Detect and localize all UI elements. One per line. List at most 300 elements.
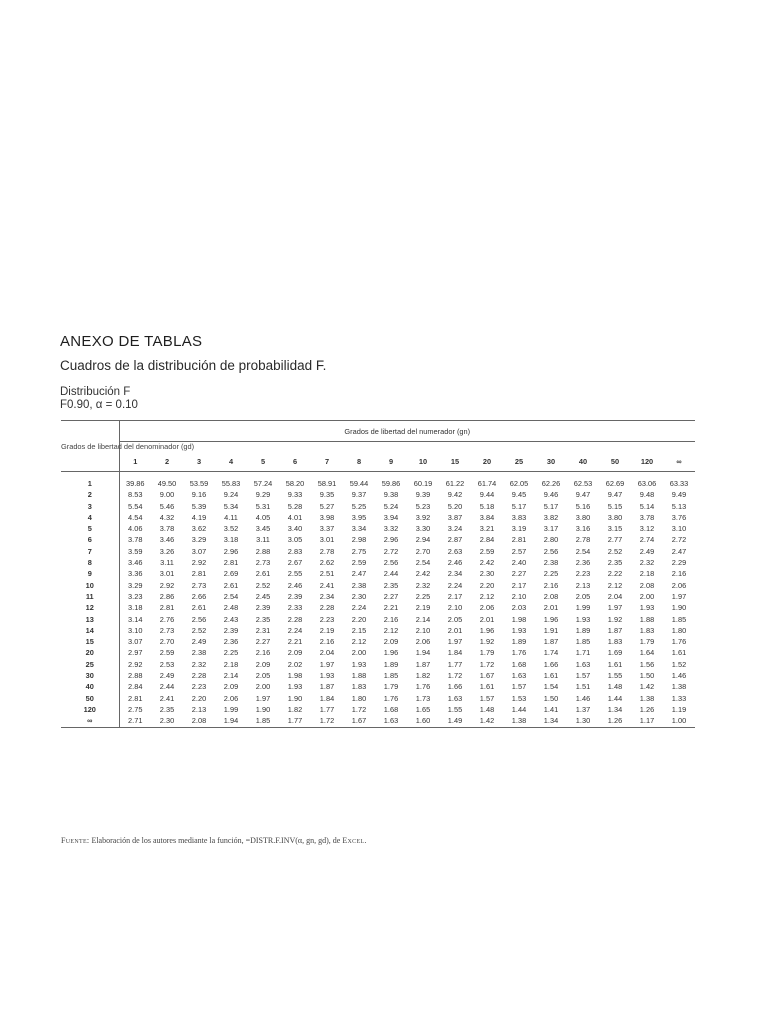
table-cell: 2.30 bbox=[351, 591, 367, 601]
table-cell: 1.46 bbox=[671, 671, 687, 681]
table-cell: 2.10 bbox=[511, 591, 527, 601]
table-cell: 2.23 bbox=[575, 569, 591, 579]
table-cell: 1.97 bbox=[319, 659, 335, 669]
table-cell: 1.80 bbox=[671, 625, 687, 635]
table-cell: 2.92 bbox=[128, 659, 143, 669]
table-cell: 2.21 bbox=[383, 603, 399, 613]
table-cell: 9.42 bbox=[447, 490, 463, 500]
table-cell: 3.07 bbox=[191, 546, 207, 556]
table-cell: 2.20 bbox=[191, 693, 207, 703]
table-cell: 3.76 bbox=[671, 512, 687, 522]
denominator-df-cell: 15 bbox=[61, 636, 119, 647]
table-cell: 61.74 bbox=[477, 479, 497, 488]
table-cell: 2.28 bbox=[287, 614, 303, 624]
table-cell: 4.11 bbox=[224, 512, 238, 522]
distribution-caption bbox=[60, 386, 138, 412]
table-cell: 2.51 bbox=[319, 569, 335, 579]
table-cell: 1.97 bbox=[447, 637, 463, 647]
table-cell: 1.61 bbox=[543, 671, 559, 681]
table-cell: 2.56 bbox=[543, 546, 559, 556]
table-cell: 9.47 bbox=[575, 490, 591, 500]
table-cell: 1.72 bbox=[479, 659, 495, 669]
table-cell: 2.52 bbox=[191, 625, 207, 635]
table-cell: 2.98 bbox=[351, 535, 367, 545]
table-cell: 2.09 bbox=[223, 682, 239, 692]
table-cell: 2.00 bbox=[255, 682, 271, 692]
denominator-df-cell: 30 bbox=[61, 670, 119, 681]
table-cell: 9.16 bbox=[191, 490, 207, 500]
column-header: 9 bbox=[375, 442, 407, 472]
table-cell: 5.28 bbox=[287, 501, 303, 511]
source-text: Elaboración de los autores mediante la función, =DISTR.F.INV(α, gn, gd), de bbox=[91, 836, 341, 845]
table-cell: 2.94 bbox=[415, 535, 431, 545]
table-cell: 9.46 bbox=[543, 490, 559, 500]
table-row bbox=[61, 647, 695, 658]
table-cell: 2.47 bbox=[671, 546, 687, 556]
source-note bbox=[61, 836, 367, 845]
table-row bbox=[61, 591, 695, 602]
table-cell: 3.10 bbox=[671, 524, 687, 534]
table-cell: 1.77 bbox=[319, 704, 335, 714]
table-cell: 1.38 bbox=[671, 682, 687, 692]
denominator-df-cell: 120 bbox=[61, 704, 119, 715]
table-cell: 1.63 bbox=[447, 693, 463, 703]
table-cell: 3.82 bbox=[543, 512, 559, 522]
table-cell: 2.81 bbox=[191, 569, 207, 579]
table-cell: 2.92 bbox=[191, 558, 207, 568]
table-row bbox=[61, 489, 695, 500]
table-cell: 2.55 bbox=[287, 569, 303, 579]
distribution-name: Distribución F bbox=[60, 386, 131, 398]
table-cell: 2.21 bbox=[287, 637, 303, 647]
table-cell: 5.13 bbox=[671, 501, 687, 511]
table-cell: 1.89 bbox=[511, 637, 527, 647]
denominator-df-cell: 14 bbox=[61, 625, 119, 636]
column-header: 2 bbox=[151, 442, 183, 472]
table-cell: 8.53 bbox=[128, 490, 143, 500]
table-cell: 2.54 bbox=[223, 591, 239, 601]
table-cell: 1.33 bbox=[671, 693, 687, 703]
table-cell: 2.44 bbox=[383, 569, 399, 579]
table-cell: 2.52 bbox=[255, 580, 271, 590]
table-cell: 1.60 bbox=[407, 715, 439, 727]
table-cell: 3.87 bbox=[447, 512, 463, 522]
table-cell: 2.16 bbox=[671, 569, 687, 579]
table-cell: 1.38 bbox=[639, 693, 655, 703]
table-cell: 4.05 bbox=[255, 512, 271, 522]
table-cell: 59.44 bbox=[349, 479, 369, 488]
table-cell: 63.06 bbox=[637, 479, 657, 488]
table-cell: 9.38 bbox=[383, 490, 399, 500]
table-cell: 2.88 bbox=[128, 671, 143, 681]
table-cell: 1.38 bbox=[503, 715, 535, 727]
table-cell: 2.27 bbox=[255, 637, 271, 647]
table-cell: 2.39 bbox=[255, 603, 271, 613]
table-cell: 1.71 bbox=[575, 648, 591, 658]
table-cell: 1.93 bbox=[575, 614, 591, 624]
denominator-df-cell: 40 bbox=[61, 681, 119, 692]
table-cell: 53.59 bbox=[189, 479, 209, 488]
table-cell: 1.63 bbox=[575, 659, 591, 669]
table-cell: 1.61 bbox=[607, 659, 623, 669]
table-cell: 3.18 bbox=[128, 603, 143, 613]
denominator-df-cell: 4 bbox=[61, 512, 119, 523]
table-cell: 55.83 bbox=[221, 479, 241, 488]
denominator-df-cell: 6 bbox=[61, 534, 119, 545]
table-cell: 9.48 bbox=[639, 490, 655, 500]
table-cell: 1.66 bbox=[447, 682, 463, 692]
table-cell: 9.33 bbox=[287, 490, 303, 500]
table-row bbox=[61, 580, 695, 591]
table-cell: 2.00 bbox=[639, 591, 655, 601]
table-cell: 2.59 bbox=[159, 648, 175, 658]
table-cell: 2.38 bbox=[351, 580, 367, 590]
table-cell: 5.54 bbox=[128, 501, 143, 511]
table-cell: 1.64 bbox=[639, 648, 655, 658]
table-cell: 2.02 bbox=[287, 659, 303, 669]
table-cell: 2.46 bbox=[287, 580, 303, 590]
table-cell: 3.16 bbox=[575, 524, 591, 534]
table-cell: 2.73 bbox=[159, 625, 175, 635]
column-header: 120 bbox=[631, 442, 663, 472]
table-cell: 5.39 bbox=[191, 501, 207, 511]
table-cell: 1.76 bbox=[671, 637, 687, 647]
source-label: Fuente: bbox=[61, 836, 90, 845]
table-cell: 2.76 bbox=[159, 614, 175, 624]
denominator-df-cell: 3 bbox=[61, 501, 119, 512]
annex-heading: ANEXO DE TABLAS bbox=[60, 333, 203, 350]
table-cell: 57.24 bbox=[253, 479, 273, 488]
table-cell: 2.16 bbox=[255, 648, 271, 658]
table-cell: 2.08 bbox=[543, 591, 559, 601]
table-cell: 2.81 bbox=[223, 558, 239, 568]
table-cell: 3.24 bbox=[447, 524, 463, 534]
table-cell: 2.78 bbox=[319, 546, 335, 556]
table-cell: 2.39 bbox=[223, 625, 239, 635]
table-cell: 2.09 bbox=[383, 637, 399, 647]
table-cell: 5.25 bbox=[351, 501, 367, 511]
table-cell: 1.68 bbox=[383, 704, 399, 714]
table-cell: 3.46 bbox=[128, 558, 143, 568]
table-cell: 5.24 bbox=[383, 501, 399, 511]
table-cell: 3.45 bbox=[255, 524, 271, 534]
table-cell: 2.30 bbox=[479, 569, 495, 579]
table-cell: 2.74 bbox=[639, 535, 655, 545]
table-cell: 2.08 bbox=[639, 580, 655, 590]
table-cell: 5.17 bbox=[511, 501, 527, 511]
denominator-header: Grados de libertad del denominador (gd) bbox=[61, 421, 119, 472]
column-header: 10 bbox=[407, 442, 439, 472]
table-cell: 3.14 bbox=[128, 614, 143, 624]
table-cell: 60.19 bbox=[413, 479, 433, 488]
column-header: 50 bbox=[599, 442, 631, 472]
table-cell: 2.24 bbox=[447, 580, 463, 590]
table-cell: 1.73 bbox=[415, 693, 431, 703]
table-cell: 2.19 bbox=[319, 625, 335, 635]
table-cell: 1.90 bbox=[287, 693, 303, 703]
table-cell: 1.37 bbox=[575, 704, 591, 714]
table-cell: 2.73 bbox=[255, 558, 271, 568]
table-cell: 9.35 bbox=[319, 490, 335, 500]
table-cell: 1.99 bbox=[223, 704, 239, 714]
table-cell: 2.53 bbox=[159, 659, 175, 669]
table-cell: 1.79 bbox=[639, 637, 655, 647]
table-cell: 1.57 bbox=[479, 693, 495, 703]
table-cell: 1.97 bbox=[255, 693, 271, 703]
table-cell: 2.61 bbox=[223, 580, 239, 590]
table-cell: 3.84 bbox=[479, 512, 495, 522]
table-cell: 1.30 bbox=[567, 715, 599, 727]
table-cell: 2.47 bbox=[351, 569, 367, 579]
table-row bbox=[61, 501, 695, 512]
table-cell: 2.20 bbox=[479, 580, 495, 590]
table-cell: 5.46 bbox=[159, 501, 175, 511]
table-cell: 62.69 bbox=[605, 479, 625, 488]
table-cell: 2.17 bbox=[511, 580, 527, 590]
table-cell: 2.69 bbox=[223, 569, 239, 579]
table-cell: 2.35 bbox=[255, 614, 271, 624]
table-cell: 2.10 bbox=[415, 625, 431, 635]
column-header: 3 bbox=[183, 442, 215, 472]
table-cell: 2.44 bbox=[159, 682, 175, 692]
column-header: 1 bbox=[119, 442, 151, 472]
table-cell: 2.25 bbox=[223, 648, 239, 658]
table-cell: 1.48 bbox=[607, 682, 623, 692]
table-cell: 1.89 bbox=[575, 625, 591, 635]
table-cell: 3.11 bbox=[160, 558, 174, 568]
table-cell: 9.44 bbox=[479, 490, 495, 500]
table-cell: 1.96 bbox=[479, 625, 495, 635]
table-cell: 2.80 bbox=[543, 535, 559, 545]
table-cell: 39.86 bbox=[126, 479, 145, 488]
table-cell: 1.83 bbox=[607, 637, 623, 647]
table-cell: 1.34 bbox=[535, 715, 567, 727]
denominator-df-cell: 11 bbox=[61, 591, 119, 602]
table-cell: 2.38 bbox=[191, 648, 207, 658]
column-header: 7 bbox=[311, 442, 343, 472]
table-cell: 2.77 bbox=[607, 535, 623, 545]
table-cell: 3.36 bbox=[128, 569, 143, 579]
table-cell: 1.42 bbox=[639, 682, 655, 692]
table-cell: 2.38 bbox=[543, 558, 559, 568]
table-cell: 4.54 bbox=[128, 512, 143, 522]
table-cell: 4.19 bbox=[191, 512, 207, 522]
table-body bbox=[61, 472, 695, 728]
table-cell: 3.26 bbox=[159, 546, 175, 556]
table-cell: 2.12 bbox=[607, 580, 623, 590]
table-cell: 2.23 bbox=[191, 682, 207, 692]
table-cell: 3.29 bbox=[128, 580, 143, 590]
f-distribution-table bbox=[61, 420, 695, 728]
table-cell: 5.31 bbox=[255, 501, 271, 511]
table-cell: 3.15 bbox=[607, 524, 623, 534]
table-cell: 5.34 bbox=[223, 501, 239, 511]
table-cell: 2.75 bbox=[351, 546, 367, 556]
table-cell: 2.09 bbox=[255, 659, 271, 669]
table-cell: 2.72 bbox=[383, 546, 399, 556]
table-cell: 3.01 bbox=[319, 535, 335, 545]
table-cell: 2.06 bbox=[479, 603, 495, 613]
table-cell: 2.27 bbox=[383, 591, 399, 601]
table-cell: 2.40 bbox=[511, 558, 527, 568]
table-cell: 3.98 bbox=[319, 512, 335, 522]
table-cell: 2.81 bbox=[511, 535, 527, 545]
table-cell: 2.31 bbox=[255, 625, 271, 635]
table-row bbox=[61, 546, 695, 557]
table-cell: 1.55 bbox=[447, 704, 463, 714]
table-cell: 1.54 bbox=[543, 682, 559, 692]
table-cell: 1.19 bbox=[671, 704, 687, 714]
table-row bbox=[61, 614, 695, 625]
table-cell: 58.91 bbox=[317, 479, 337, 488]
table-cell: 3.62 bbox=[191, 524, 207, 534]
table-row bbox=[61, 715, 695, 727]
table-cell: 5.18 bbox=[479, 501, 495, 511]
table-cell: 2.25 bbox=[415, 591, 431, 601]
table-cell: 3.40 bbox=[287, 524, 303, 534]
table-cell: 62.26 bbox=[541, 479, 561, 488]
table-row bbox=[61, 670, 695, 681]
table-cell: 1.72 bbox=[447, 671, 463, 681]
table-cell: 2.13 bbox=[575, 580, 591, 590]
table-cell: 2.63 bbox=[447, 546, 463, 556]
table-cell: 2.28 bbox=[191, 671, 207, 681]
table-cell: 1.92 bbox=[607, 614, 623, 624]
table-cell: 1.88 bbox=[351, 671, 367, 681]
table-cell: 1.79 bbox=[383, 682, 399, 692]
table-cell: 2.03 bbox=[511, 603, 527, 613]
table-cell: 3.10 bbox=[128, 625, 143, 635]
table-cell: 1.91 bbox=[543, 625, 559, 635]
table-cell: 1.84 bbox=[447, 648, 463, 658]
column-header: 15 bbox=[439, 442, 471, 472]
table-cell: 2.00 bbox=[351, 648, 367, 658]
denominator-df-cell: 5 bbox=[61, 523, 119, 534]
table-cell: 1.41 bbox=[543, 704, 559, 714]
table-cell: 2.25 bbox=[543, 569, 559, 579]
table-row bbox=[61, 523, 695, 534]
table-cell: 2.28 bbox=[319, 603, 335, 613]
table-row bbox=[61, 602, 695, 613]
table-cell: 2.84 bbox=[128, 682, 143, 692]
table-cell: 1.87 bbox=[415, 659, 431, 669]
table-cell: 1.50 bbox=[639, 671, 655, 681]
table-cell: 1.44 bbox=[511, 704, 527, 714]
table-cell: 1.69 bbox=[607, 648, 623, 658]
table-cell: 2.59 bbox=[479, 546, 495, 556]
table-cell: 5.20 bbox=[447, 501, 463, 511]
column-header: 25 bbox=[503, 442, 535, 472]
table-cell: 9.00 bbox=[159, 490, 175, 500]
table-cell: 1.65 bbox=[415, 704, 431, 714]
table-cell: 3.30 bbox=[415, 524, 431, 534]
table-cell: 2.24 bbox=[287, 625, 303, 635]
table-cell: 2.22 bbox=[607, 569, 623, 579]
table-cell: 2.06 bbox=[671, 580, 687, 590]
table-cell: 2.04 bbox=[607, 591, 623, 601]
table-cell: 2.24 bbox=[351, 603, 367, 613]
table-cell: 58.20 bbox=[285, 479, 305, 488]
table-cell: 3.78 bbox=[159, 524, 175, 534]
table-cell: 1.96 bbox=[543, 614, 559, 624]
denominator-df-cell: ∞ bbox=[61, 715, 119, 727]
table-cell: 2.45 bbox=[255, 591, 271, 601]
table-cell: 1.68 bbox=[511, 659, 527, 669]
table-cell: 5.27 bbox=[319, 501, 335, 511]
table-cell: 2.73 bbox=[191, 580, 207, 590]
table-cell: 2.18 bbox=[223, 659, 239, 669]
table-cell: 5.23 bbox=[415, 501, 431, 511]
table-row bbox=[61, 681, 695, 692]
table-cell: 2.35 bbox=[383, 580, 399, 590]
table-cell: 2.43 bbox=[223, 614, 239, 624]
table-cell: 2.06 bbox=[223, 693, 239, 703]
table-cell: 2.10 bbox=[447, 603, 463, 613]
table-cell: 5.17 bbox=[543, 501, 559, 511]
table-row bbox=[61, 636, 695, 647]
column-header: 6 bbox=[279, 442, 311, 472]
table-cell: 1.85 bbox=[671, 614, 687, 624]
table-cell: 1.53 bbox=[511, 693, 527, 703]
table-cell: 3.37 bbox=[319, 524, 335, 534]
table-cell: 2.06 bbox=[415, 637, 431, 647]
table-cell: 2.36 bbox=[575, 558, 591, 568]
table-cell: 1.90 bbox=[671, 603, 687, 613]
table-cell: 2.30 bbox=[151, 715, 183, 727]
table-cell: 1.89 bbox=[383, 659, 399, 669]
table-cell: 2.42 bbox=[479, 558, 495, 568]
denominator-df-cell: 2 bbox=[61, 489, 119, 500]
table-cell: 2.81 bbox=[159, 603, 175, 613]
table-cell: 1.76 bbox=[511, 648, 527, 658]
table-cell: 2.70 bbox=[415, 546, 431, 556]
table-cell: 3.46 bbox=[159, 535, 175, 545]
table-cell: 3.94 bbox=[383, 512, 399, 522]
numerator-header: Grados de libertad del numerador (gn) bbox=[119, 421, 695, 442]
denominator-df-cell: 50 bbox=[61, 693, 119, 704]
table-cell: 3.52 bbox=[223, 524, 239, 534]
table-cell: 63.33 bbox=[669, 479, 689, 488]
table-cell: 61.22 bbox=[445, 479, 465, 488]
table-cell: 2.05 bbox=[575, 591, 591, 601]
table-cell: 2.41 bbox=[159, 693, 175, 703]
table-cell: 9.24 bbox=[223, 490, 239, 500]
denominator-df-cell: 13 bbox=[61, 614, 119, 625]
table-cell: 1.93 bbox=[511, 625, 527, 635]
table-cell: 2.12 bbox=[351, 637, 367, 647]
table-cell: 1.67 bbox=[479, 671, 495, 681]
denominator-df-cell: 10 bbox=[61, 580, 119, 591]
table-cell: 4.06 bbox=[128, 524, 143, 534]
table-cell: 1.87 bbox=[607, 625, 623, 635]
table-cell: 1.82 bbox=[415, 671, 431, 681]
table-cell: 1.83 bbox=[351, 682, 367, 692]
table-cell: 2.14 bbox=[223, 671, 239, 681]
table-cell: 3.92 bbox=[415, 512, 431, 522]
table-cell: 1.85 bbox=[575, 637, 591, 647]
table-cell: 2.86 bbox=[159, 591, 175, 601]
table-cell: 1.93 bbox=[287, 682, 303, 692]
table-cell: 2.54 bbox=[415, 558, 431, 568]
table-cell: 1.79 bbox=[479, 648, 495, 658]
table-row bbox=[61, 557, 695, 568]
table-cell: 1.94 bbox=[415, 648, 431, 658]
table-cell: 1.00 bbox=[663, 715, 695, 727]
table-cell: 9.39 bbox=[415, 490, 431, 500]
table-cell: 2.16 bbox=[543, 580, 559, 590]
table-cell: 1.46 bbox=[575, 693, 591, 703]
table-cell: 2.20 bbox=[351, 614, 367, 624]
